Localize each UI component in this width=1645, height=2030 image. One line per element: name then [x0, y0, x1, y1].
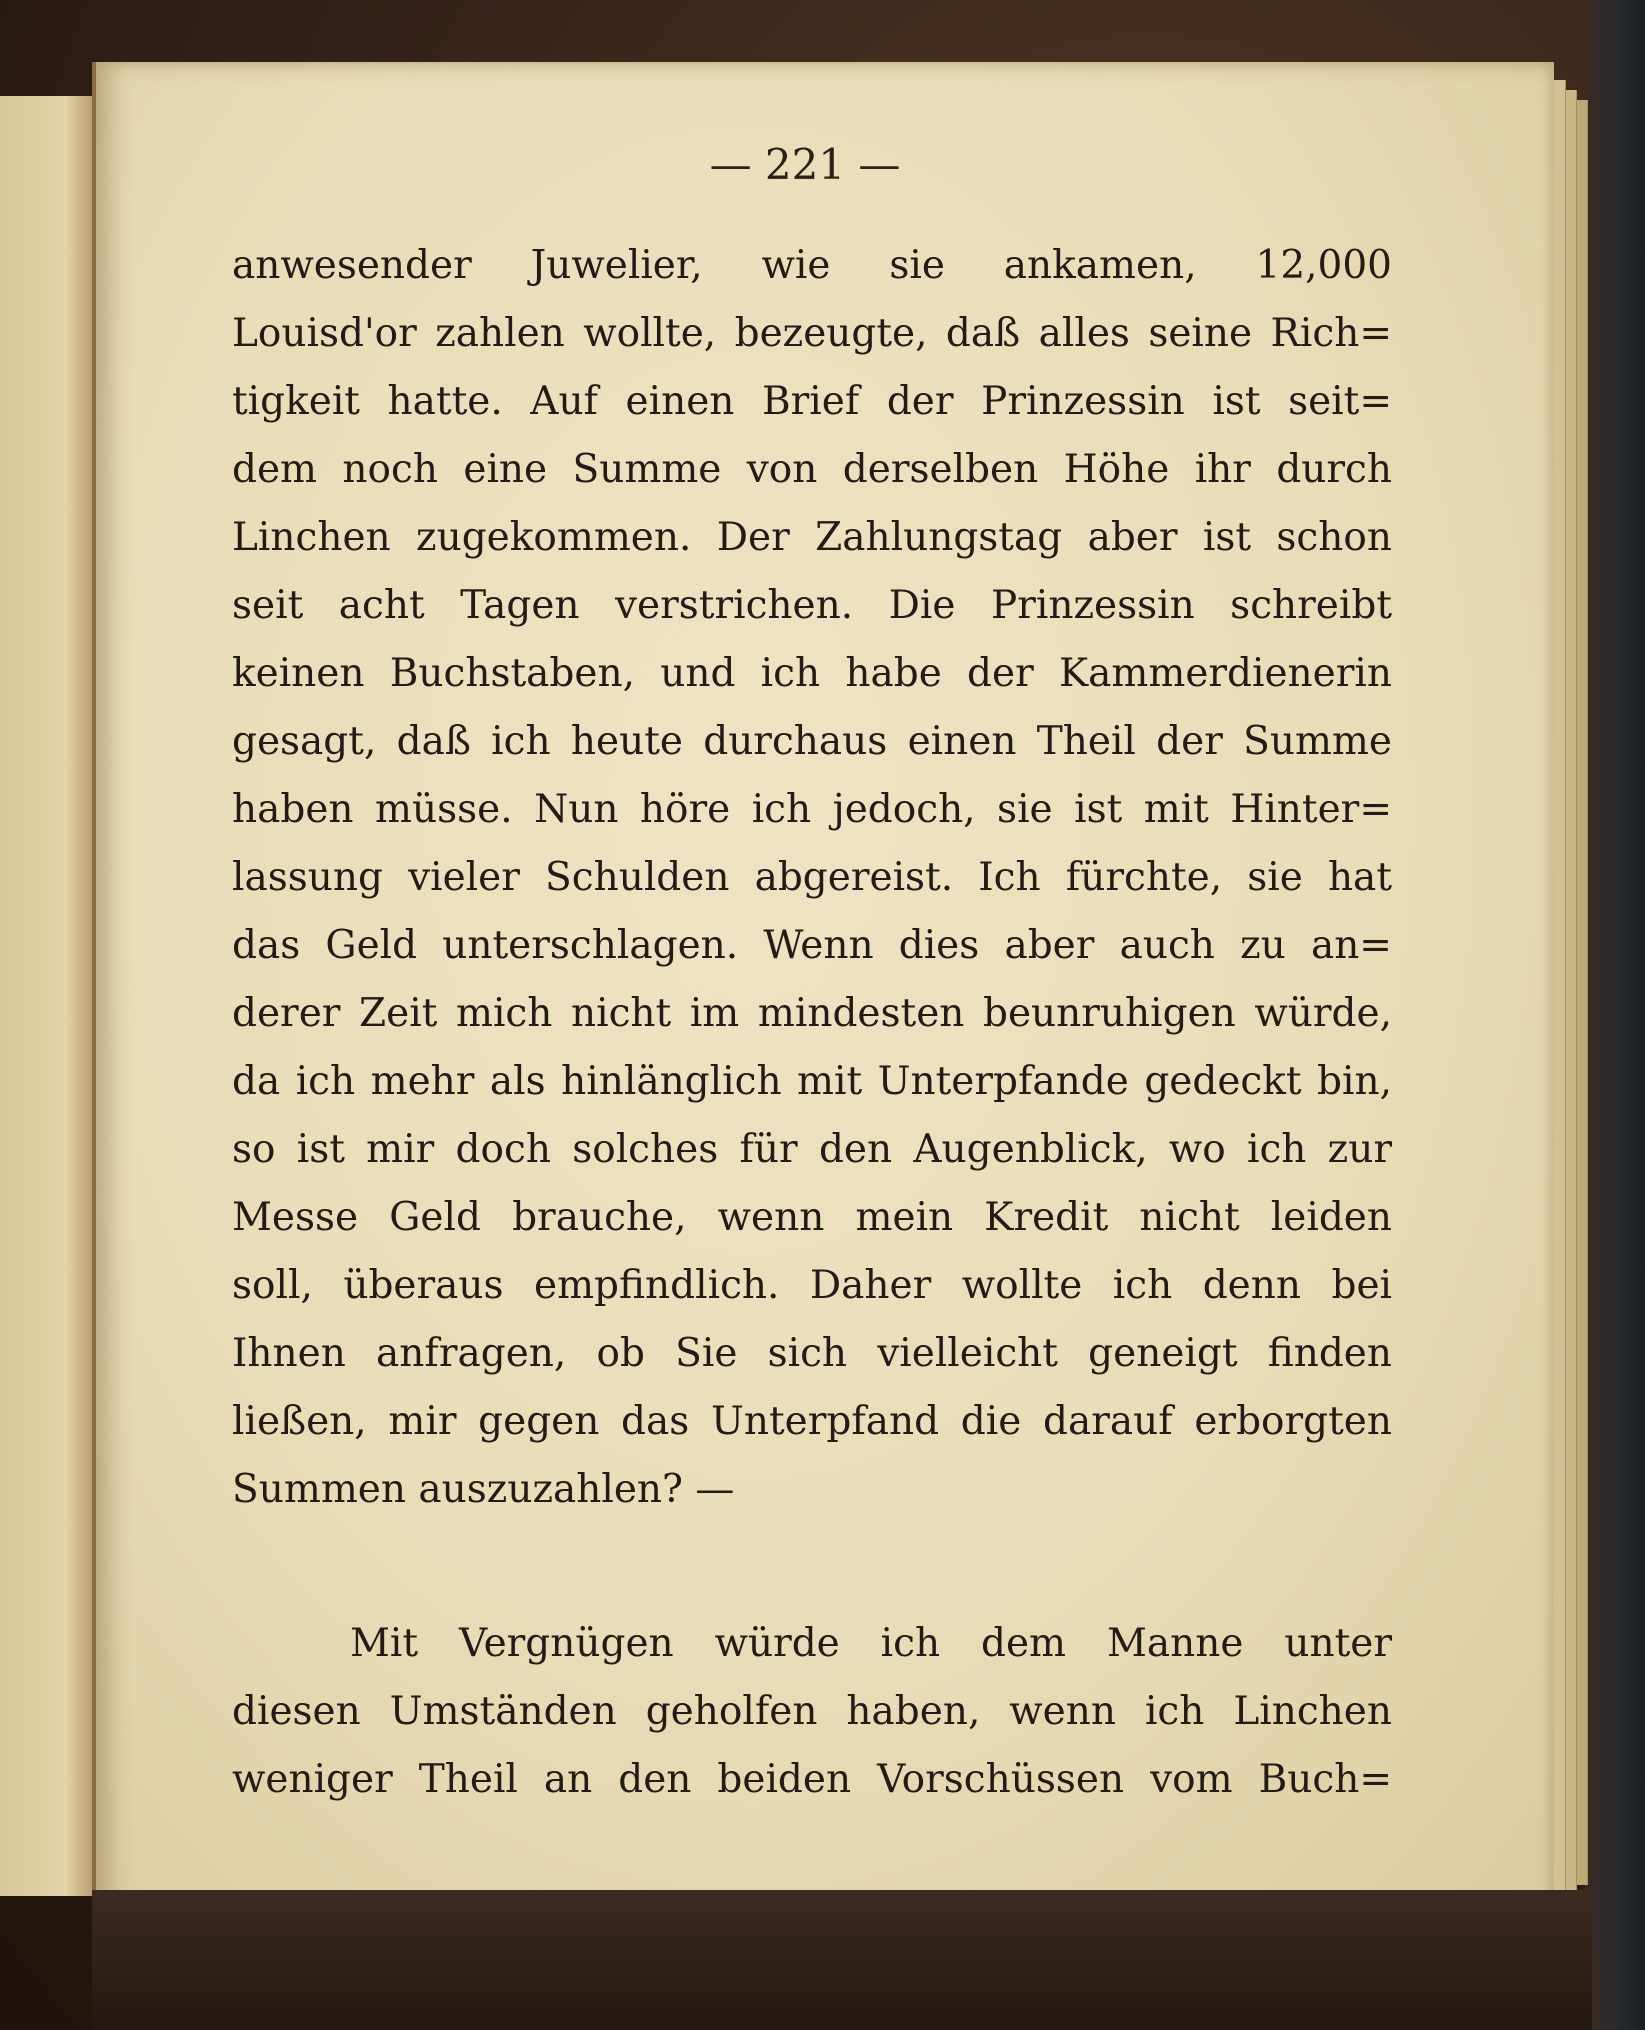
text-line: lassung vieler Schulden abgereist. Ich fürchte, sie hat	[232, 855, 1392, 900]
text-line: Summen auszuzahlen? —	[232, 1467, 735, 1512]
text-line: derer Zeit mich nicht im mindesten beunruhigen würde,	[232, 991, 1392, 1036]
text-line: dem noch eine Summe von derselben Höhe ihr durch	[232, 447, 1392, 492]
left-page-edge	[0, 96, 96, 1896]
text-line: Ihnen anfragen, ob Sie sich vielleicht geneigt finden	[232, 1331, 1392, 1376]
paragraph-gap	[232, 1524, 1392, 1610]
text-line: Louisd'or zahlen wollte, bezeugte, daß alles seine Rich=	[232, 311, 1392, 356]
text-line: keinen Buchstaben, und ich habe der Kammerdienerin	[232, 651, 1392, 696]
cover-edge	[1585, 0, 1645, 2030]
paragraph	[232, 1610, 1392, 1814]
text-line: anwesender Juwelier, wie sie ankamen, 12,000	[232, 243, 1392, 288]
page-number: — 221 —	[709, 140, 901, 189]
text-line: ließen, mir gegen das Unterpfand die darauf erborgten	[232, 1399, 1392, 1444]
text-line: seit acht Tagen verstrichen. Die Prinzessin schreibt	[232, 583, 1392, 628]
cover-bottom-edge	[92, 1890, 1592, 2030]
text-line: tigkeit hatte. Auf einen Brief der Prinzessin ist seit=	[232, 379, 1392, 424]
text-line: weniger Theil an den beiden Vorschüssen vom Buch=	[232, 1757, 1392, 1802]
text-line: gesagt, daß ich heute durchaus einen Theil der Summe	[232, 719, 1392, 764]
text-line: so ist mir doch solches für den Augenblick, wo ich zur	[232, 1127, 1392, 1172]
text-line: Mit Vergnügen würde ich dem Manne unter	[350, 1621, 1392, 1666]
page-text	[232, 232, 1392, 1814]
text-line: Messe Geld brauche, wenn mein Kredit nicht leiden	[232, 1195, 1392, 1240]
paragraph	[232, 232, 1392, 1524]
text-line: diesen Umständen geholfen haben, wenn ich Linchen	[232, 1689, 1392, 1734]
text-line: das Geld unterschlagen. Wenn dies aber auch zu an=	[232, 923, 1392, 968]
text-line: da ich mehr als hinlänglich mit Unterpfande gedeckt bin,	[232, 1059, 1392, 1104]
text-line: haben müsse. Nun höre ich jedoch, sie ist mit Hinter=	[232, 787, 1392, 832]
text-line: Linchen zugekommen. Der Zahlungstag aber ist schon	[232, 515, 1392, 560]
text-line: soll, überaus empfindlich. Daher wollte ich denn bei	[232, 1263, 1392, 1308]
